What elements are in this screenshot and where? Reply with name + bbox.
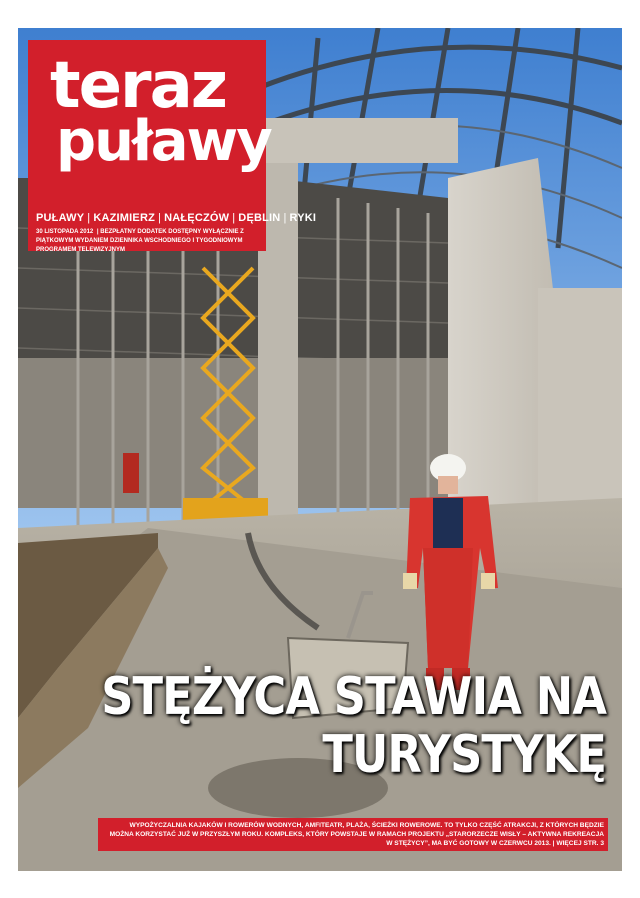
tagline-text: BEZPŁATNY DODATEK DOSTĘPNY WYŁĄCZNIE Z PIĄTKOWYM WYDANIEM DZIENNIKA WSCHODNIEGO I TYGODNIOWYM PROGRAMEM TELEWIZYJNYM (36, 229, 244, 253)
logo-teraz: teraz (50, 49, 226, 123)
issue-date: 30 LISTOPADA 2012 (36, 229, 94, 235)
headline-line-2: TURYSTYKĘ (322, 725, 606, 785)
headline-line-1: STĘŻYCA STAWIA NA (101, 667, 606, 727)
masthead (28, 40, 317, 253)
issue-tagline: 30 LISTOPADA 2012 | BEZPŁATNY DODATEK DOSTĘPNY WYŁĄCZNIE Z PIĄTKOWYM WYDANIEM DZIENNIKA WSCHODNIEGO I TYGODNIOWYM PROGRAMEM TELEWIZYJNYM (36, 229, 244, 253)
town-pulawy: PUŁAWY (36, 212, 85, 224)
cover-headline (101, 668, 606, 784)
town-naleczow: NAŁĘCZÓW (164, 212, 230, 224)
caption-bar (98, 818, 608, 851)
towns-list: PUŁAWY | KAZIMIERZ | NAŁĘCZÓW | DĘBLIN | RYKI (36, 212, 317, 224)
town-kazimierz: KAZIMIERZ (93, 212, 156, 224)
logo-pulawy: puławy (56, 109, 271, 174)
cover-page (18, 28, 622, 871)
caption-text: WYPOŻYCZALNIA KAJAKÓW I ROWERÓW WODNYCH, AMFITEATR, PLAŻA, ŚCIEŻKI ROWEROWE. TO TYLKO CZĘŚĆ ATRAKCJI, Z KTÓRYCH BĘDZIE MOŻNA KORZYSTAĆ JUŻ W PRZYSZŁYM ROKU. KOMPLEKS, KTÓRY POWSTAJE W RAMACH PROJEKTU „STARORZECZE WISŁY – AKTYWNA REKREACJA W STĘŻYCY”, MA BYĆ GOTOWY W CZERWCU 2013. | WIĘCEJ STR. 3 (109, 822, 604, 847)
town-deblin: DĘBLIN (238, 212, 281, 224)
town-ryki: RYKI (289, 212, 317, 224)
